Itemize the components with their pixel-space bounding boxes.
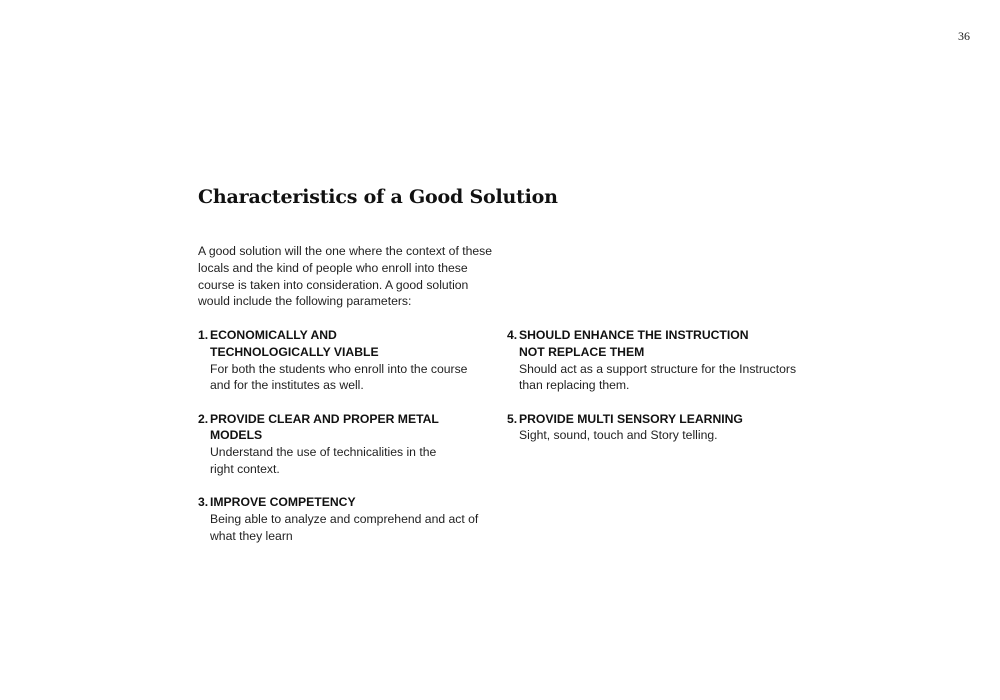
- item-number: 3.: [198, 495, 209, 510]
- item-description: Understand the use of technicalities in the right context.: [210, 445, 437, 477]
- item-description: Being able to analyze and comprehend and act of what they learn: [210, 512, 479, 543]
- item-number: 4.: [507, 328, 518, 342]
- item-description: For both the students who enroll into the course and for the institutes as well.: [210, 361, 468, 393]
- item-heading: SHOULD ENHANCE THE INSTRUCTION NOT REPLACE THEM: [519, 328, 749, 359]
- item-heading: ECONOMICALLY AND TECHNOLOGICALLY VIABLE: [210, 328, 379, 359]
- item-number: 2.: [198, 411, 209, 426]
- item-heading: PROVIDE MULTI SENSORY LEARNING: [519, 411, 743, 426]
- right-column: [507, 327, 797, 444]
- item-heading: IMPROVE COMPETENCY: [210, 495, 356, 510]
- page-title: Characteristics of a Good Solution: [198, 186, 558, 208]
- list-item: [507, 411, 797, 445]
- intro-paragraph: A good solution will the one where the context of these locals and the kind of people who enroll into these course is taken into consideration. A good solution would include the following parameters:: [198, 244, 493, 309]
- item-heading: PROVIDE CLEAR AND PROPER METAL MODELS: [210, 411, 439, 443]
- page-number: 36: [958, 29, 970, 43]
- list-item: [198, 327, 488, 394]
- item-number: 5.: [507, 411, 518, 426]
- list-item: [507, 327, 797, 394]
- left-column: [198, 327, 488, 545]
- list-item: [198, 494, 488, 544]
- list-item: [198, 411, 488, 478]
- item-description: Sight, sound, touch and Story telling.: [519, 428, 718, 443]
- item-number: 1.: [198, 328, 209, 342]
- item-description: Should act as a support structure for the Instructors than replacing them.: [519, 361, 797, 393]
